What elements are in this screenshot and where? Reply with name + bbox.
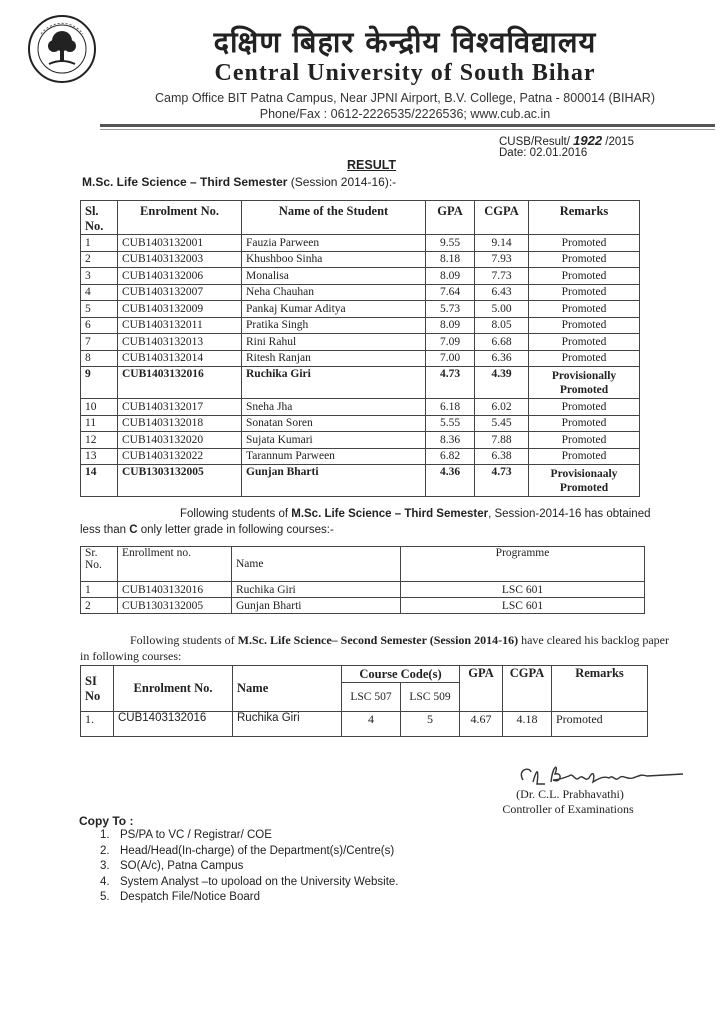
cell-remarks: Promoted <box>529 268 640 285</box>
table-row <box>81 582 645 598</box>
table-row <box>81 334 640 351</box>
list-item-number: 1. <box>100 829 110 841</box>
cell-gpa: 5.73 <box>426 301 475 318</box>
reference-handwritten-number: 1922 <box>573 133 603 148</box>
document-date: Date: 02.01.2016 <box>499 147 588 159</box>
list-item <box>100 859 399 875</box>
cell-cgpa: 6.36 <box>475 350 529 367</box>
cell-sr: 1 <box>81 582 118 598</box>
cell-enrolment: CUB1403132017 <box>118 399 242 416</box>
note2-bold: M.Sc. Life Science– Second Semester (Session 2014-16) <box>237 633 519 647</box>
header-divider-thin <box>100 129 715 130</box>
cell-remarks: Promoted <box>529 350 640 367</box>
cell-cgpa: 4.18 <box>503 712 552 737</box>
cell-remarks: Provisionaaly Promoted <box>529 465 640 497</box>
cell-name: Ruchika Giri <box>232 582 401 598</box>
cell-enrolment: CUB1403132018 <box>118 415 242 432</box>
cell-remarks: Promoted <box>529 301 640 318</box>
cell-gpa: 8.18 <box>426 251 475 268</box>
table-row <box>81 415 640 432</box>
cell-cgpa: 7.73 <box>475 268 529 285</box>
cell-remarks: Promoted <box>529 415 640 432</box>
cell-programme: LSC 601 <box>401 582 645 598</box>
note1-pre: Following students of <box>180 508 292 520</box>
cell-cgpa: 5.00 <box>475 301 529 318</box>
list-item-number: 5. <box>100 891 110 903</box>
cell-remarks: Promoted <box>529 235 640 252</box>
col-enrolment: Enrolment No. <box>118 201 242 235</box>
cell-gpa: 7.00 <box>426 350 475 367</box>
cell-sl: 1. <box>81 712 114 737</box>
cell-cgpa: 6.02 <box>475 399 529 416</box>
cell-sl-no: 13 <box>81 448 118 465</box>
table-row <box>81 399 640 416</box>
copy-to-heading: Copy To : <box>79 814 134 828</box>
cell-sl-no: 11 <box>81 415 118 432</box>
cell-cgpa: 7.88 <box>475 432 529 449</box>
result-heading: RESULT <box>347 158 397 172</box>
table-row <box>81 432 640 449</box>
cell-enrolment: CUB1403132011 <box>118 317 242 334</box>
university-seal-tree-icon <box>27 14 97 84</box>
list-item <box>100 890 399 906</box>
english-university-title: Central University of South Bihar <box>214 60 596 86</box>
cell-student-name: Ruchika Giri <box>242 367 426 399</box>
cell-cgpa: 6.43 <box>475 284 529 301</box>
cell-sl-no: 7 <box>81 334 118 351</box>
col-enrolment: Enrolment No. <box>114 666 233 712</box>
cell-enrolment: CUB1403132020 <box>118 432 242 449</box>
result-table-header <box>81 201 640 235</box>
cell-student-name: Neha Chauhan <box>242 284 426 301</box>
list-item-text: PS/PA to VC / Registrar/ COE <box>120 829 272 841</box>
cell-cgpa: 8.05 <box>475 317 529 334</box>
cell-student-name: Gunjan Bharti <box>242 465 426 497</box>
table-row <box>81 448 640 465</box>
cell-sl-no: 6 <box>81 317 118 334</box>
cell-gpa: 7.09 <box>426 334 475 351</box>
cell-student-name: Tarannum Parween <box>242 448 426 465</box>
note2-pre: Following students of <box>130 633 238 647</box>
cell-name: Ruchika Giri <box>233 712 342 737</box>
reference-prefix: CUSB/Result/ <box>499 136 570 148</box>
col-name: Name <box>232 547 401 582</box>
note1-mid: , Session-2014-16 has obtained less than <box>80 508 651 536</box>
note1-bold: M.Sc. Life Science – Third Semester <box>291 508 489 520</box>
copy-to-list <box>100 828 399 906</box>
cell-enrolment: CUB1403132016 <box>114 712 233 737</box>
col-programme: Programme <box>401 547 645 582</box>
cell-student-name: Pratika Singh <box>242 317 426 334</box>
cell-gpa: 8.09 <box>426 268 475 285</box>
backlog-table-header <box>81 666 648 683</box>
cell-gpa: 5.55 <box>426 415 475 432</box>
signer-title: Controller of Examinations <box>502 802 634 816</box>
table-row <box>81 465 640 497</box>
cell-gpa: 7.64 <box>426 284 475 301</box>
cell-student-name: Sonatan Soren <box>242 415 426 432</box>
list-item-number: 2. <box>100 844 110 857</box>
col-cgpa: CGPA <box>475 201 529 235</box>
table-row <box>81 712 648 737</box>
cell-enrolment: CUB1403132022 <box>118 448 242 465</box>
cell-name: Gunjan Bharti <box>232 598 401 614</box>
list-item-text: Despatch File/Notice Board <box>120 891 260 903</box>
signer-name: (Dr. C.L. Prabhavathi) <box>516 787 624 801</box>
cell-sl-no: 4 <box>81 284 118 301</box>
cell-enrolment: CUB1403132001 <box>118 235 242 252</box>
col-course-codes: Course Code(s) <box>342 666 460 683</box>
cell-enrolment: CUB1403132007 <box>118 284 242 301</box>
semester-subheading <box>82 175 396 189</box>
cell-student-name: Monalisa <box>242 268 426 285</box>
note1-grade: C <box>129 524 138 536</box>
cell-enrollment: CUB1403132016 <box>118 582 232 598</box>
reference-number <box>499 133 634 148</box>
cell-enrolment: CUB1403132013 <box>118 334 242 351</box>
cell-cgpa: 5.45 <box>475 415 529 432</box>
cell-cgpa: 9.14 <box>475 235 529 252</box>
header-divider <box>100 124 715 127</box>
cell-gpa: 4.36 <box>426 465 475 497</box>
cell-sl-no: 9 <box>81 367 118 399</box>
col-lsc-507: LSC 507 <box>342 683 401 712</box>
cell-remarks: Promoted <box>529 284 640 301</box>
cell-remarks: Provisionally Promoted <box>529 367 640 399</box>
note1-post: only letter grade in following courses:- <box>137 524 334 536</box>
low-grade-table <box>80 546 645 614</box>
hindi-university-title: दक्षिण बिहार केन्द्रीय विश्वविद्यालय <box>213 25 597 59</box>
phone-line: Phone/Fax : 0612-2226535/2226536; www.cub.ac.in <box>259 107 551 121</box>
table-row <box>81 317 640 334</box>
cell-enrollment: CUB1303132005 <box>118 598 232 614</box>
col-cgpa: CGPA <box>503 666 552 712</box>
list-item-text: SO(A/c), Patna Campus <box>120 860 244 872</box>
cell-sl-no: 2 <box>81 251 118 268</box>
col-student-name: Name of the Student <box>242 201 426 235</box>
cell-sl-no: 1 <box>81 235 118 252</box>
table-row <box>81 235 640 252</box>
list-item <box>100 844 399 860</box>
subheading-bold: M.Sc. Life Science – Third Semester <box>82 175 288 189</box>
cell-sl-no: 3 <box>81 268 118 285</box>
cell-remarks: Promoted <box>529 448 640 465</box>
cell-cgpa: 6.38 <box>475 448 529 465</box>
table-row <box>81 598 645 614</box>
table-row <box>81 350 640 367</box>
cell-remarks: Promoted <box>529 334 640 351</box>
col-sr-no: Sr. No. <box>81 547 118 582</box>
cell-student-name: Fauzia Parween <box>242 235 426 252</box>
list-item <box>100 875 399 891</box>
table-row <box>81 284 640 301</box>
backlog-table <box>80 665 648 737</box>
cell-student-name: Khushboo Sinha <box>242 251 426 268</box>
cell-gpa: 4.73 <box>426 367 475 399</box>
cell-lsc-509: 5 <box>401 712 460 737</box>
cell-cgpa: 4.39 <box>475 367 529 399</box>
col-lsc-509: LSC 509 <box>401 683 460 712</box>
cell-cgpa: 4.73 <box>475 465 529 497</box>
cell-gpa: 8.36 <box>426 432 475 449</box>
cell-enrolment: CUB1403132014 <box>118 350 242 367</box>
cell-remarks: Promoted <box>529 317 640 334</box>
col-gpa: GPA <box>460 666 503 712</box>
low-grade-table-header <box>81 547 645 582</box>
cell-sr: 2 <box>81 598 118 614</box>
list-item-text: Head/Head(In-charge) of the Department(s)/Centre(s) <box>120 844 395 857</box>
cell-gpa: 6.18 <box>426 399 475 416</box>
cell-programme: LSC 601 <box>401 598 645 614</box>
cell-cgpa: 6.68 <box>475 334 529 351</box>
cell-student-name: Sneha Jha <box>242 399 426 416</box>
subheading-rest: (Session 2014-16):- <box>287 175 397 189</box>
cell-enrolment: CUB1303132005 <box>118 465 242 497</box>
table-row <box>81 367 640 399</box>
col-enrollment-no: Enrollment no. <box>118 547 232 582</box>
result-table <box>80 200 640 497</box>
cell-sl-no: 14 <box>81 465 118 497</box>
col-gpa: GPA <box>426 201 475 235</box>
col-name: Name <box>233 666 342 712</box>
cell-student-name: Pankaj Kumar Aditya <box>242 301 426 318</box>
cell-enrolment: CUB1403132006 <box>118 268 242 285</box>
col-sl: SI No <box>81 666 114 712</box>
cell-enrolment: CUB1403132003 <box>118 251 242 268</box>
cell-gpa: 9.55 <box>426 235 475 252</box>
list-item <box>100 828 399 844</box>
reference-suffix: /2015 <box>605 136 635 148</box>
table-row <box>81 301 640 318</box>
cell-enrolment: CUB1403132009 <box>118 301 242 318</box>
cell-remarks: Promoted <box>529 399 640 416</box>
cell-sl-no: 12 <box>81 432 118 449</box>
cell-student-name: Sujata Kumari <box>242 432 426 449</box>
cell-student-name: Rini Rahul <box>242 334 426 351</box>
table-row <box>81 251 640 268</box>
col-sl-no: Sl. No. <box>81 201 118 235</box>
table-row <box>81 268 640 285</box>
cell-gpa: 4.67 <box>460 712 503 737</box>
cell-student-name: Ritesh Ranjan <box>242 350 426 367</box>
col-remarks: Remarks <box>552 666 648 712</box>
backlog-cleared-note <box>80 632 680 664</box>
cell-lsc-507: 4 <box>342 712 401 737</box>
note2-post: have cleared his backlog paper in following courses: <box>80 633 670 663</box>
cell-gpa: 6.82 <box>426 448 475 465</box>
list-item-text: System Analyst –to upoload on the University Website. <box>120 875 399 888</box>
cell-remarks: Promoted <box>529 251 640 268</box>
cell-gpa: 8.09 <box>426 317 475 334</box>
cell-enrolment: CUB1403132016 <box>118 367 242 399</box>
cell-cgpa: 7.93 <box>475 251 529 268</box>
cell-remarks: Promoted <box>529 432 640 449</box>
below-c-grade-note <box>80 506 670 538</box>
cell-sl-no: 5 <box>81 301 118 318</box>
col-remarks: Remarks <box>529 201 640 235</box>
list-item-number: 3. <box>100 860 110 872</box>
cell-remarks: Promoted <box>552 712 648 737</box>
address-line: Camp Office BIT Patna Campus, Near JPNI Airport, B.V. College, Patna - 800014 (BIHAR) <box>155 91 655 105</box>
cell-sl-no: 8 <box>81 350 118 367</box>
cell-sl-no: 10 <box>81 399 118 416</box>
list-item-number: 4. <box>100 875 110 888</box>
